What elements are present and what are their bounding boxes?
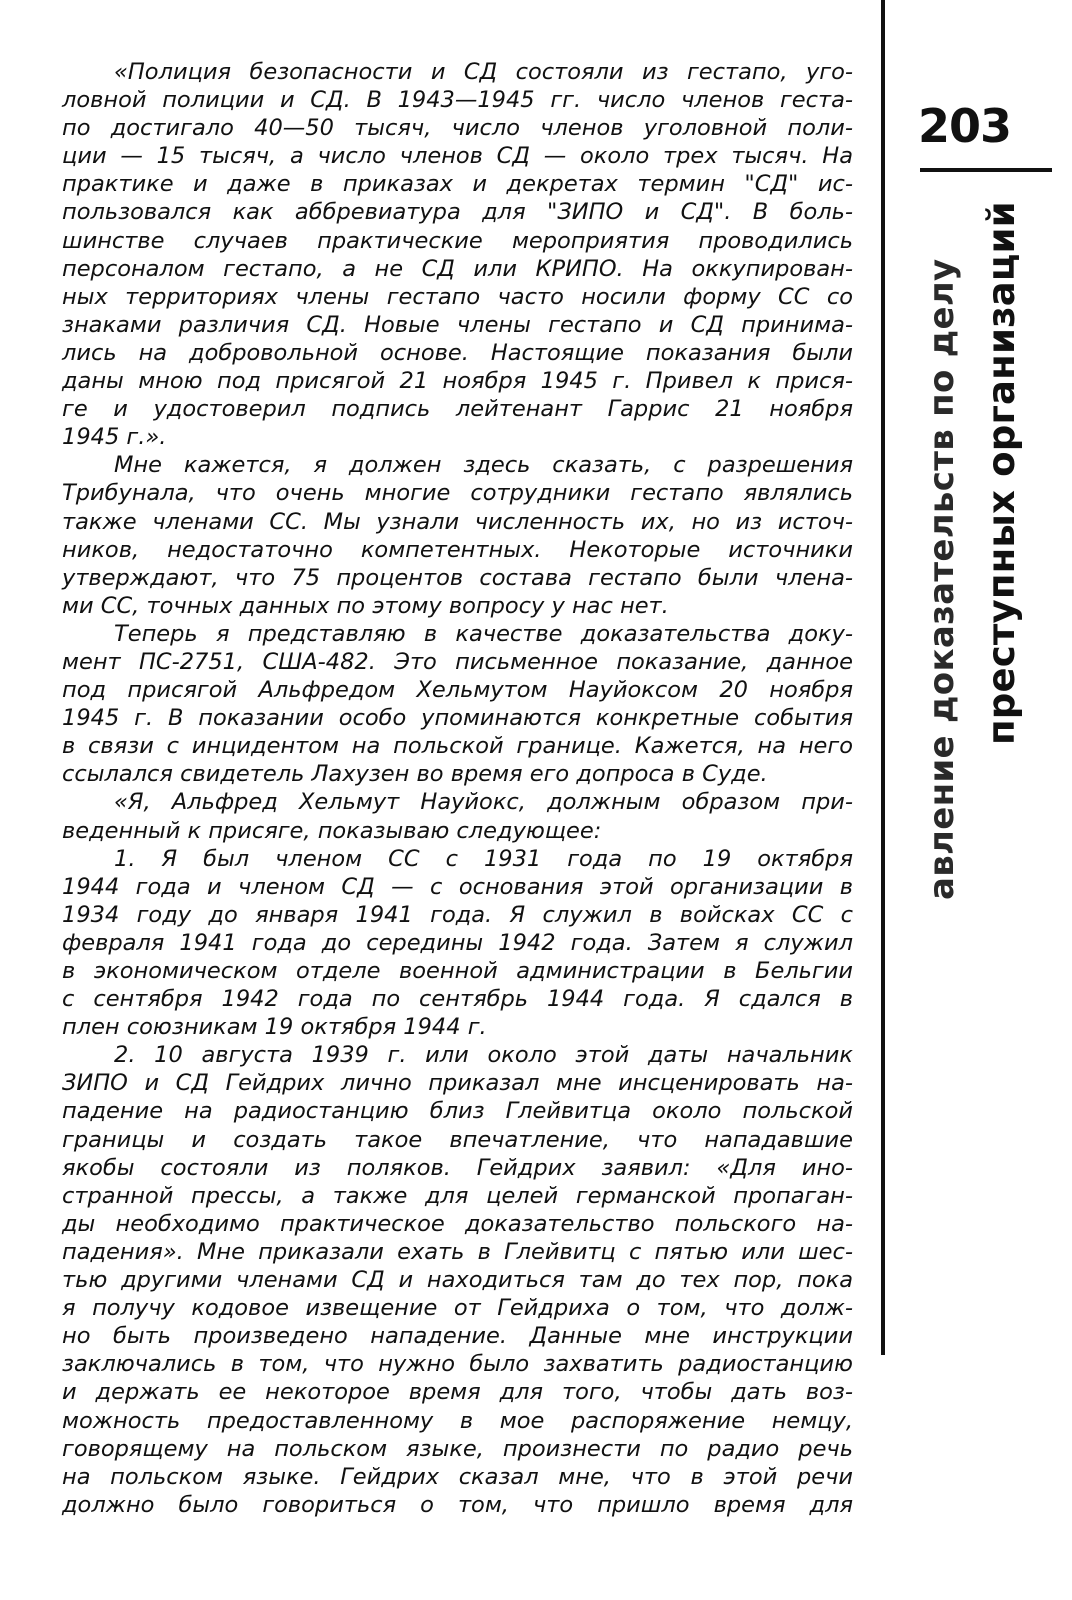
- text-line: границы и создать такое впечатление, что нападавшие: [62, 1126, 853, 1153]
- text-line: в связи с инцидентом на польской границе. Кажется, на него: [62, 733, 853, 760]
- text-line: на польском языке. Гейдрих сказал мне, что в этой речи: [62, 1463, 853, 1490]
- text-line: тью другими членами СД и находиться там до тех пор, пока: [62, 1267, 853, 1294]
- text-line: и держать ее некоторое время для того, чтобы дать воз-: [62, 1379, 853, 1406]
- text-line: февраля 1941 года до середины 1942 года. Затем я служил: [62, 929, 853, 956]
- running-head-line-1: авление доказательств по делу: [922, 258, 962, 900]
- text-line: знаками различия СД. Новые члены гестапо и СД принима-: [62, 311, 853, 338]
- text-line: под присягой Альфредом Хельмутом Науйоксом 20 ноября: [62, 677, 853, 704]
- text-line: «Полиция безопасности и СД состояли из гестапо, уго-: [114, 59, 853, 85]
- text-column: [62, 58, 853, 1519]
- text-line: я получу кодовое извещение от Гейдриха о том, что долж-: [62, 1295, 853, 1322]
- text-line: пользовался как аббревиатура для "ЗИПО и СД". В боль-: [62, 199, 853, 226]
- text-line: практике и даже в приказах и декретах термин "СД" ис-: [62, 171, 853, 198]
- text-line: заключались в том, что нужно было захватить радиостанцию: [62, 1351, 853, 1378]
- text-line: мент ПС-2751, США-482. Это письменное показание, данное: [62, 648, 853, 675]
- text-line: ссылался свидетель Лахузен во время его допроса в Суде.: [62, 761, 768, 788]
- text-line: плен союзникам 19 октября 1944 г.: [62, 1014, 487, 1041]
- text-line: ми СС, точных данных по этому вопросу у нас нет.: [62, 592, 669, 619]
- text-line: «Я, Альфред Хельмут Науйокс, должным образом при-: [114, 789, 853, 816]
- page-number: 203: [918, 99, 1012, 153]
- text-line: ЗИПО и СД Гейдрих лично приказал мне инсценировать на-: [62, 1070, 853, 1097]
- text-line: падения». Мне приказали ехать в Глейвитц с пятью или шес-: [62, 1238, 853, 1265]
- text-line: 1944 года и членом СД — с основания этой организации в: [62, 873, 853, 900]
- text-line: в экономическом отделе военной администрации в Бельгии: [62, 958, 853, 984]
- text-line: ных территориях члены гестапо часто носили форму СС со: [62, 283, 853, 310]
- text-line: 1945 г.».: [62, 424, 167, 451]
- text-line: также членами СС. Мы узнали численность их, но из источ-: [62, 508, 853, 535]
- text-line: Трибунала, что очень многие сотрудники гестапо являлись: [62, 480, 853, 507]
- text-line: должно было говориться о том, что пришло время для: [62, 1491, 853, 1518]
- margin-rule: [881, 0, 885, 1355]
- text-line: 1945 г. В показании особо упоминаются конкретные события: [62, 705, 853, 732]
- text-line: ге и удостоверил подпись лейтенант Гаррис 21 ноября: [62, 396, 853, 423]
- text-line: можность предоставленному в мое распоряжение немцу,: [62, 1407, 853, 1434]
- running-head-line-2: преступных организаций: [980, 201, 1023, 745]
- page-number-rule: [920, 168, 1052, 172]
- text-line: веденный к присяге, показываю следующее:: [62, 817, 602, 844]
- text-line: 1. Я был членом СС с 1931 года по 19 октября: [114, 845, 853, 872]
- text-line: Теперь я представляю в качестве доказательства доку-: [114, 620, 853, 647]
- text-line: ции — 15 тысяч, а число членов СД — около трех тысяч. На: [62, 143, 853, 170]
- text-line: ловной полиции и СД. В 1943—1945 гг. число членов геста-: [62, 87, 853, 114]
- text-line: падение на радиостанцию близ Глейвитца около польской: [62, 1098, 853, 1125]
- text-line: персоналом гестапо, а не СД или КРИПО. На оккупирован-: [62, 255, 853, 282]
- text-line: 1934 году до января 1941 года. Я служил в войсках СС с: [62, 901, 853, 928]
- text-line: ников, недостаточно компетентных. Некоторые источники: [62, 536, 853, 563]
- text-line: шинстве случаев практические мероприятия проводились: [62, 227, 853, 254]
- text-line: якобы состояли из поляков. Гейдрих заявил: «Для ино-: [62, 1154, 853, 1181]
- text-line: по достигало 40—50 тысяч, число членов уголовной поли-: [62, 115, 853, 142]
- text-line: но быть произведено нападение. Данные мне инструкции: [62, 1323, 853, 1350]
- text-line: лись на добровольной основе. Настоящие показания были: [62, 339, 853, 366]
- text-line: странной прессы, а также для целей германской пропаган-: [62, 1182, 853, 1209]
- text-line: Мне кажется, я должен здесь сказать, с разрешения: [114, 452, 853, 479]
- text-line: ды необходимо практическое доказательство польского на-: [62, 1210, 853, 1237]
- text-line: 2. 10 августа 1939 г. или около этой даты начальник: [114, 1042, 853, 1069]
- text-line: даны мною под присягой 21 ноября 1945 г. Привел к прися-: [62, 368, 853, 395]
- text-line: утверждают, что 75 процентов состава гестапо были члена-: [62, 564, 853, 591]
- text-line: с сентября 1942 года по сентябрь 1944 года. Я сдался в: [62, 986, 853, 1013]
- text-line: говорящему на польском языке, произнести по радио речь: [62, 1435, 853, 1462]
